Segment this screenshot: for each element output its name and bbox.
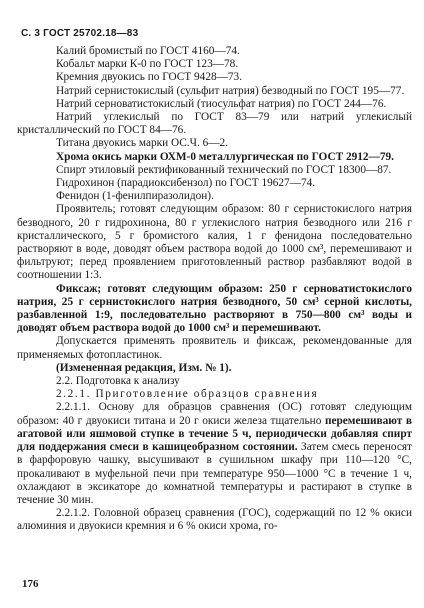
reagent-line: Натрий углекислый по ГОСТ 83—79 или натрий углекислый кристаллический по ГОСТ 84—76. [17, 111, 412, 137]
reagent-line: Натрий серноватистокислый (тиосульфат натрия) по ГОСТ 244—76. [56, 97, 387, 110]
reagent-line-bold: Хрома окись марки ОХМ-0 металлургическая по ГОСТ 2912—79. [56, 150, 394, 163]
reagent-line: Калий бромистый по ГОСТ 4160—74. [56, 45, 240, 57]
fixer-paragraph: Фиксаж; готовят следующим образом: 250 г серноватистокислого натрия, 25 г сернистокислого натрия безводного, 50 см³ серной кислоты, разбавленной 1:9, последовательно растворяют в 750—800 см³ воды и доводят объем раствора водой до 1000 см³ и перемешивают. [17, 282, 412, 335]
reagent-line: Спирт этиловый ректификованный технический по ГОСТ 18300—87. [56, 163, 392, 176]
paragraph-2-2-1-1 [17, 401, 412, 507]
reagent-line: Гидрохинон (парадиоксибензол) по ГОСТ 19627—74. [56, 177, 316, 190]
paragraph-part: 2.2.1.1. Основу для образцов сравнения (ОС) готовят следующим образом: 40 г двуокиси титана и 20 г окиси железа тщательно [17, 401, 412, 427]
section-heading: 2.2. Подготовка к анализу [56, 375, 180, 388]
paragraph-2-2-1-2: 2.2.1.2. Головной образец сравнения (ГОС), содержащий по 12 % окиси алюминия и двуокиси кремния и 6 % окиси хрома, го- [17, 507, 412, 533]
reagent-line: Фенидон (1-фенилпиразолидон). [56, 190, 214, 203]
edition-note: (Измененная редакция, Изм. № 1). [56, 361, 232, 374]
reagent-line: Натрий сернистокислый (сульфит натрия) безводный по ГОСТ 195—77. [56, 84, 405, 97]
paragraph-part-bold: перемешивают в агатовой или яшмовой ступке в течение 5 ч, периодически добавляя спирт для поддержания смеси в кашицеобразном состоянии. [17, 414, 412, 454]
subsection-heading: 2.2.1. Приготовление образцов сравнения [56, 388, 319, 401]
reagent-line: Кобальт марки К-0 по ГОСТ 123—78. [56, 58, 239, 71]
body-text [17, 45, 412, 534]
reagent-line: Титана двуокись марки ОС.Ч. 6—2. [56, 137, 229, 150]
developer-paragraph: Проявитель; готовят следующим образом: 80 г сернистокислого натрия безводного, 20 г гидрохинона, 80 г углекислого натрия безводного или 216 г кристаллического, 5 г бромистого калия, 1 г фенидона последовательно растворяют в воде, доводят объем раствора водой до 1000 см³, перемешивают и фильтруют; перед проявлением приготовленный раствор разбавляют водой в соотношении 1:3. [17, 203, 412, 282]
paragraph-part: Затем смесь переносят в фарфоровую чашку, высушивают в сушильном шкафу при 110—120 °С, прокаливают в муфельной печи при температуре 950—1000 °С в течение 1 ч, охлаждают в эксикаторе до комнатной температуры и растирают в ступке в течение 30 мин. [17, 441, 412, 506]
reagent-line: Кремния двуокись по ГОСТ 9428—73. [56, 71, 243, 84]
page-header: С. 3 ГОСТ 25702.18—83 [21, 28, 139, 39]
page-number: 176 [22, 578, 39, 590]
allowed-paragraph: Допускается применять проявитель и фиксаж, рекомендованные для применяемых фотопластинок. [17, 335, 412, 361]
